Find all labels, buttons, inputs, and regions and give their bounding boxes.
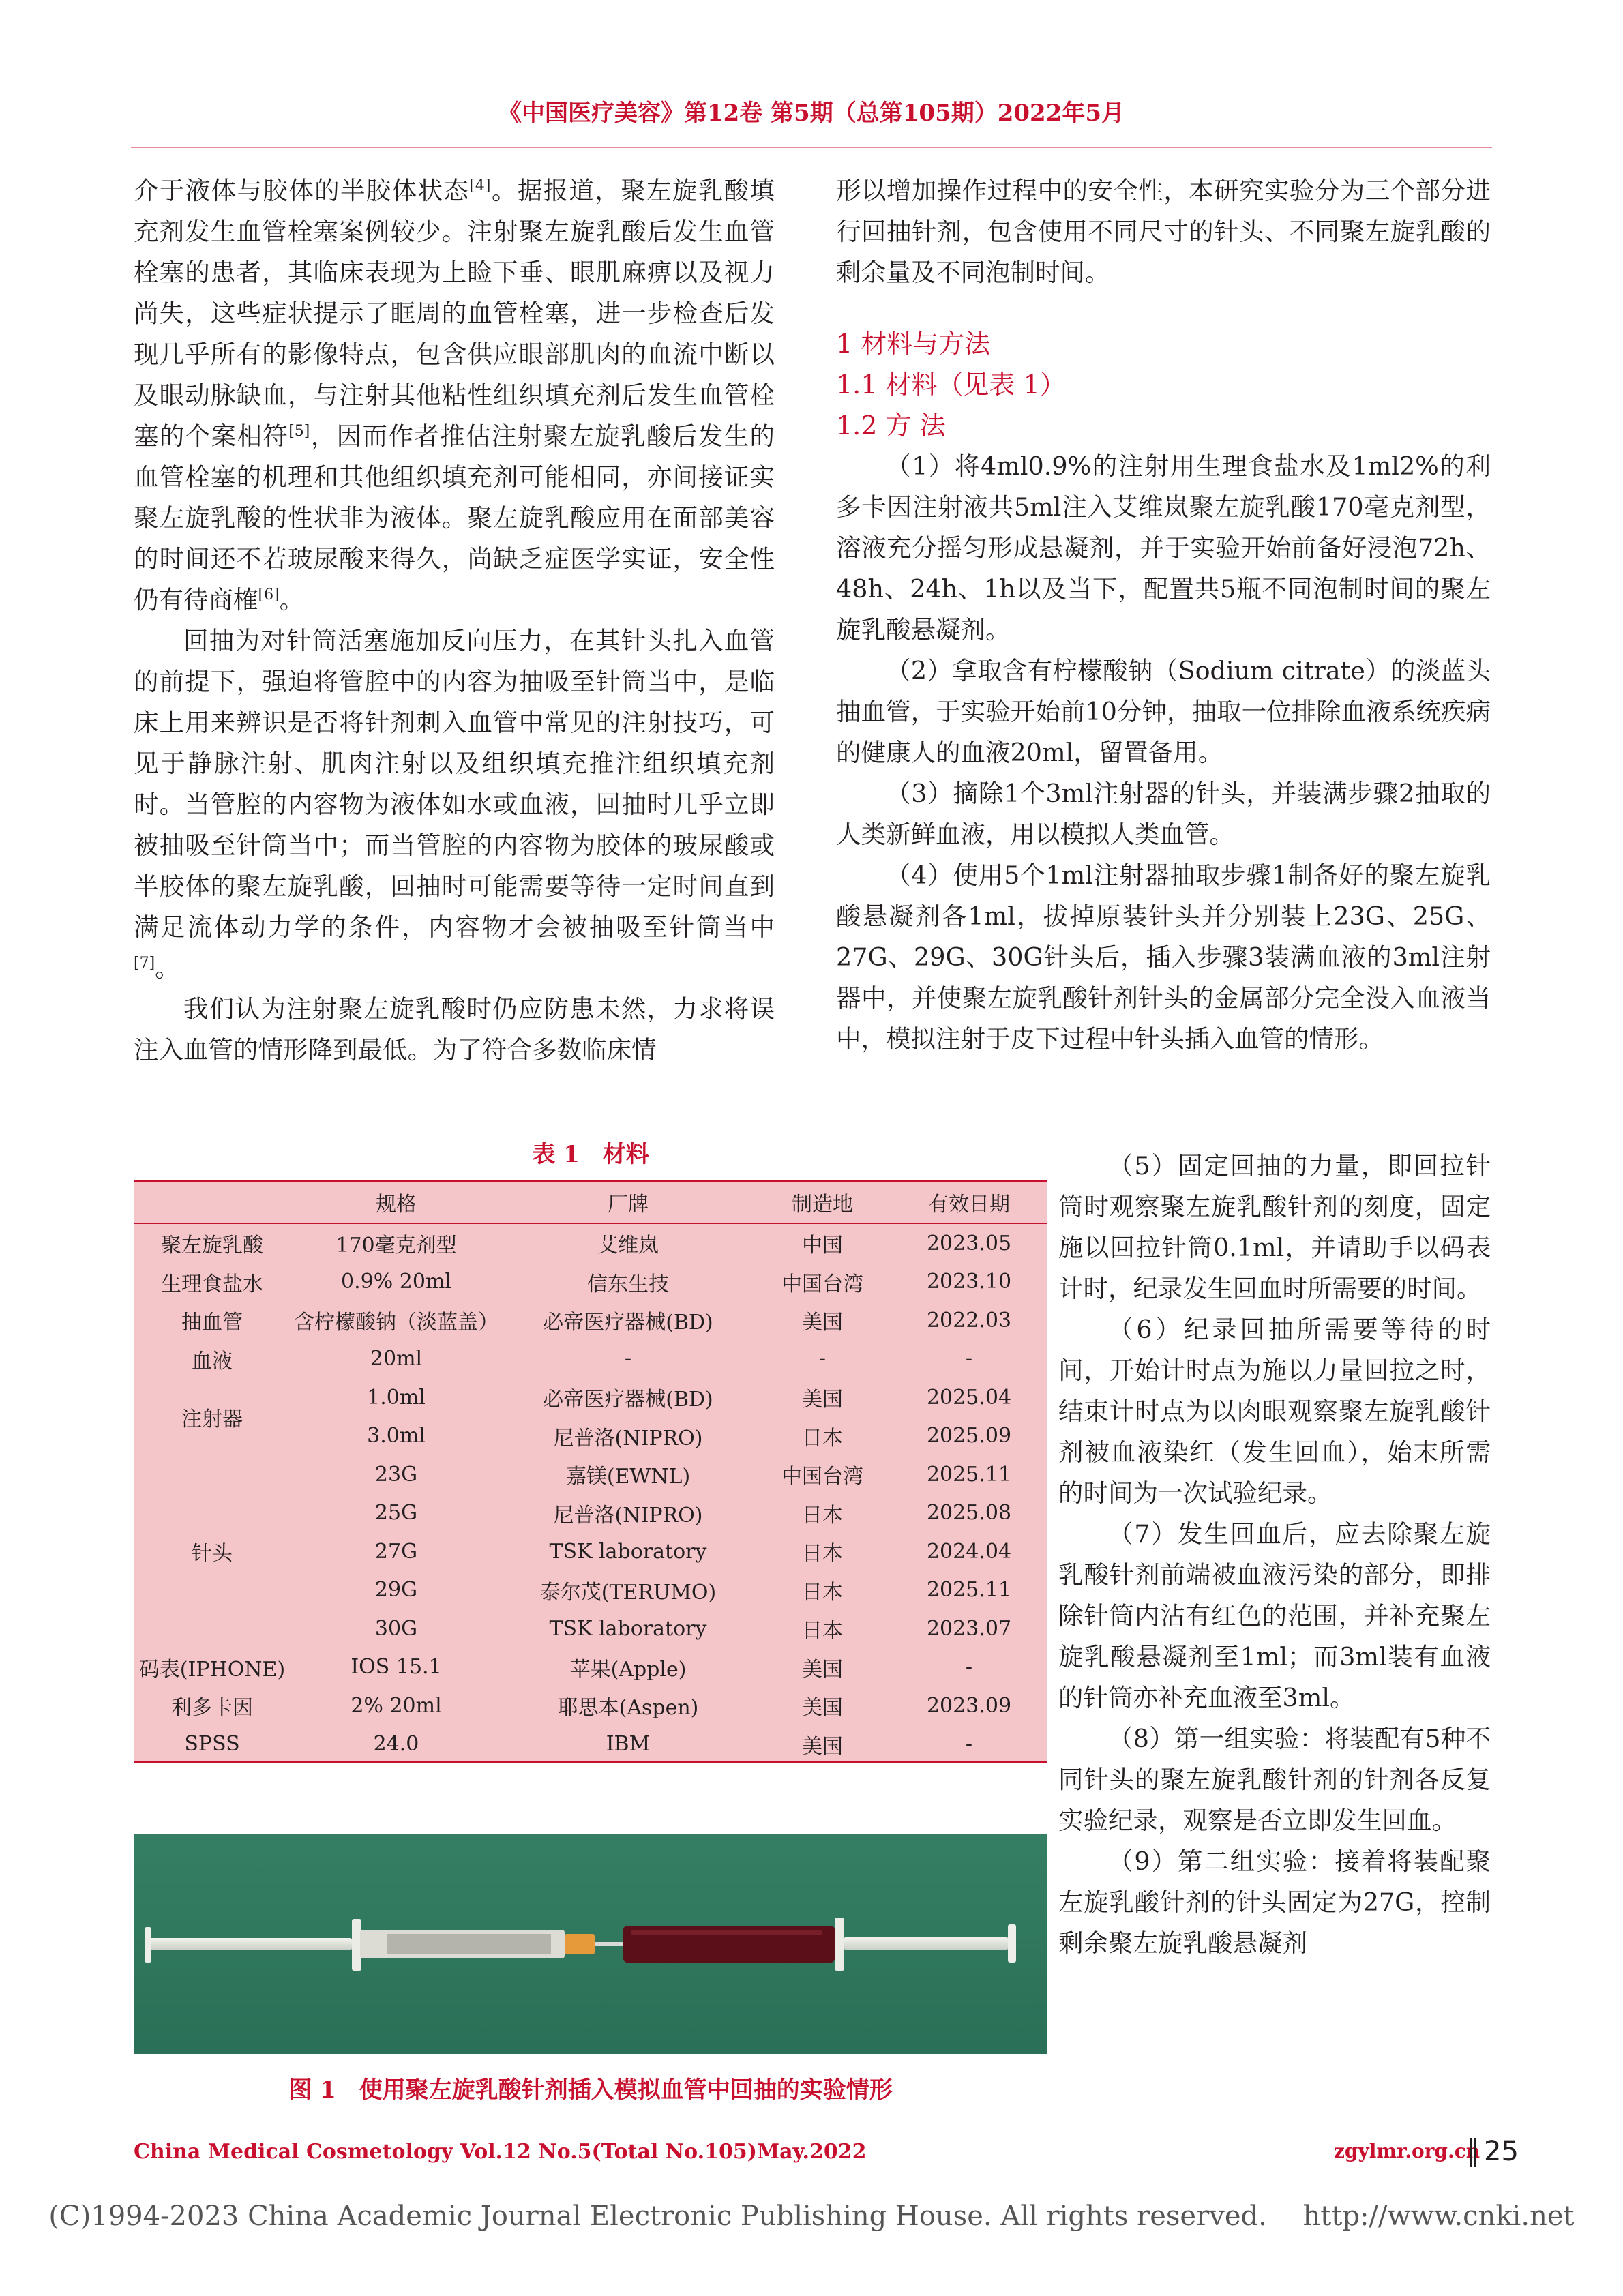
table-cell: 注射器 bbox=[181, 1407, 243, 1431]
table-cell: 23G bbox=[374, 1462, 418, 1487]
table-cell: 2023.07 bbox=[926, 1616, 1012, 1641]
section-gap bbox=[836, 293, 1491, 323]
needle-hub bbox=[565, 1934, 595, 1954]
table-cell: SPSS bbox=[184, 1732, 240, 1757]
table-cell: - bbox=[965, 1655, 973, 1680]
table-cell: TSK laboratory bbox=[549, 1539, 707, 1564]
table-row bbox=[134, 1648, 1047, 1687]
table-row bbox=[134, 1223, 1047, 1263]
table-row bbox=[134, 1686, 1047, 1725]
table-cell: 艾维岚 bbox=[597, 1234, 659, 1258]
table-cell: 2023.05 bbox=[926, 1231, 1012, 1255]
table-cell: 美国 bbox=[802, 1657, 843, 1682]
table-row bbox=[134, 1725, 1047, 1764]
footer-journal: China Medical Cosmetology Vol.12 No.5(Total No.105)May.2022 bbox=[134, 2140, 867, 2164]
table-cell: 2022.03 bbox=[926, 1308, 1012, 1332]
table-cell: 日本 bbox=[802, 1503, 843, 1527]
method-step-9: （9）第二组实验：接着将装配聚左旋乳酸针剂的针头固定为27G，控制剩余聚左旋乳酸悬凝剂 bbox=[1058, 1847, 1491, 1958]
table-cell: 2025.04 bbox=[926, 1385, 1012, 1410]
table-cell: 20ml bbox=[370, 1347, 423, 1371]
suspension-fill bbox=[387, 1934, 551, 1954]
citation-ref: [7] bbox=[134, 954, 155, 972]
blood-highlight bbox=[631, 1930, 822, 1935]
table-row bbox=[134, 1301, 1047, 1340]
table-1-title: 表 1 材料 bbox=[532, 1141, 649, 1168]
table-cell: 日本 bbox=[802, 1619, 843, 1643]
citation-ref: [6] bbox=[258, 586, 280, 603]
copyright-line: (C)1994-2023 China Academic Journal Electronic Publishing House. All rights reserved. http://www.cnki.net bbox=[48, 2201, 1575, 2232]
table-cell: - bbox=[624, 1347, 632, 1371]
table-cell: 2025.11 bbox=[926, 1578, 1012, 1602]
footer-site: zgylmr.org.cn bbox=[1334, 2140, 1480, 2162]
table-cell: 血液 bbox=[192, 1349, 233, 1373]
paragraph-2 bbox=[134, 621, 775, 989]
table-cell: 含柠檬酸钠（淡蓝盖） bbox=[294, 1311, 498, 1335]
citation-ref: [5] bbox=[288, 422, 310, 440]
citation-ref: [4] bbox=[469, 177, 491, 194]
table-header-cell: 制造地 bbox=[754, 1182, 891, 1223]
text-span: ，因而作者推估注射聚左旋乳酸后发生的血管栓塞的机理和其他组织填充剂可能相同，亦间接证实聚左旋乳酸的性状非为液体。聚左旋乳酸应用在面部美容的时间还不若玻尿酸来得久，尚缺乏症医学实证，安全性仍有待商榷 bbox=[134, 421, 775, 614]
table-cell: 2025.09 bbox=[926, 1424, 1012, 1448]
right-plunger-rod bbox=[844, 1937, 1008, 1950]
table-cell: IBM bbox=[606, 1732, 651, 1757]
table-cell: - bbox=[965, 1732, 973, 1757]
table-cell: 美国 bbox=[802, 1696, 843, 1720]
text-span: 。 bbox=[155, 953, 180, 983]
paragraph-1 bbox=[134, 170, 775, 621]
table-cell: 中国台湾 bbox=[781, 1465, 863, 1489]
table-cell: 苹果(Apple) bbox=[569, 1657, 687, 1682]
table-cell: 美国 bbox=[802, 1388, 843, 1412]
right-column-top bbox=[836, 170, 1491, 1060]
table-cell: 24.0 bbox=[373, 1732, 419, 1757]
left-plunger-flange bbox=[145, 1927, 151, 1963]
method-step-7: （7）发生回血后，应去除聚左旋乳酸针剂前端被血液污染的部分，即排除针筒内沾有红色的范围，并补充聚左旋乳酸悬凝剂至1ml；而3ml装有血液的针筒亦补充血液至3ml。 bbox=[1058, 1519, 1491, 1712]
table-cell: 2025.08 bbox=[926, 1501, 1012, 1525]
table-cell: 生理食盐水 bbox=[161, 1272, 263, 1296]
table-cell: 1.0ml bbox=[367, 1385, 426, 1410]
page-number: 25 bbox=[1484, 2136, 1519, 2167]
page-number-divider bbox=[1470, 2138, 1476, 2167]
table-row bbox=[134, 1455, 1047, 1494]
table-cell: 日本 bbox=[802, 1426, 843, 1450]
table-cell: 美国 bbox=[802, 1311, 843, 1335]
table-cell: 耶思本(Aspen) bbox=[557, 1696, 699, 1720]
table-cell: 抽血管 bbox=[181, 1311, 243, 1335]
table-cell: 170毫克剂型 bbox=[336, 1234, 457, 1258]
table-cell: 码表(IPHONE) bbox=[138, 1657, 286, 1682]
table-cell: 2025.11 bbox=[926, 1462, 1012, 1487]
table-cell: 中国 bbox=[802, 1234, 843, 1258]
right-column-narrow bbox=[1058, 1146, 1491, 1964]
method-step-4: （4）使用5个1ml注射器抽取步骤1制备好的聚左旋乳酸悬凝剂各1ml，拔掉原装针头并分别装上23G、25G、27G、29G、30G针头后，插入步骤3装满血液的3ml注射器中，并使聚左旋乳酸针剂针头的金属部分完全没入血液当中，模拟注射于皮下过程中针头插入血管的情形。 bbox=[836, 861, 1491, 1054]
table-cell: 信东生技 bbox=[587, 1272, 669, 1296]
table-cell: 27G bbox=[374, 1539, 418, 1564]
table-cell: IOS 15.1 bbox=[351, 1655, 442, 1680]
table-cell: 2% 20ml bbox=[351, 1693, 442, 1718]
table-row bbox=[134, 1263, 1047, 1302]
table-cell: 日本 bbox=[802, 1580, 843, 1605]
paragraph-3: 我们认为注射聚左旋乳酸时仍应防患未然，力求将误注入血管的情形降到最低。为了符合多数临床情 bbox=[134, 994, 775, 1064]
figure-1-caption: 图 1 使用聚左旋乳酸针剂插入模拟血管中回抽的实验情形 bbox=[288, 2076, 893, 2104]
method-step-3: （3）摘除1个3ml注射器的针头，并装满步骤2抽取的人类新鲜血液，用以模拟人类血管。 bbox=[836, 779, 1491, 849]
left-column bbox=[134, 170, 775, 1071]
method-step-8: （8）第一组实验：将装配有5种不同针头的聚左旋乳酸针剂的针剂各反复实验纪录，观察是否立即发生回血。 bbox=[1058, 1724, 1491, 1835]
table-cell: 日本 bbox=[802, 1542, 843, 1566]
table-cell: 利多卡因 bbox=[171, 1696, 253, 1720]
table-row bbox=[134, 1340, 1047, 1379]
table-header-cell: 有效日期 bbox=[891, 1182, 1047, 1223]
figure-1-photo bbox=[134, 1834, 1047, 2054]
method-step-2: （2）拿取含有柠檬酸钠（Sodium citrate）的淡蓝头抽血管，于实验开始前10分钟，抽取一位排除血液系统疾病的健康人的血液20ml，留置备用。 bbox=[836, 656, 1491, 767]
table-cell: 3.0ml bbox=[367, 1424, 426, 1448]
running-header: 《中国医疗美容》第12卷 第5期（总第105期）2022年5月 bbox=[498, 100, 1125, 127]
table-cell: 2024.04 bbox=[926, 1539, 1012, 1564]
table-cell: 29G bbox=[374, 1578, 418, 1602]
text-span: 介于液体与胶体的半胶体状态 bbox=[134, 176, 470, 205]
text-span: 。 bbox=[279, 585, 305, 614]
table-cell: - bbox=[818, 1347, 827, 1371]
table-row bbox=[134, 1378, 1047, 1417]
section-heading-1-2: 1.2 方 法 bbox=[836, 411, 946, 441]
table-cell: 美国 bbox=[802, 1734, 843, 1759]
table-cell: 25G bbox=[374, 1501, 418, 1525]
table-header-row bbox=[134, 1182, 1047, 1223]
right-barrel-flange bbox=[835, 1918, 844, 1971]
table-cell: 尼普洛(NIPRO) bbox=[553, 1503, 703, 1527]
table-cell: 30G bbox=[374, 1616, 418, 1641]
table-cell: 中国台湾 bbox=[781, 1272, 863, 1296]
method-step-1: （1）将4ml0.9%的注射用生理食盐水及1ml2%的利多卡因注射液共5ml注入艾维岚聚左旋乳酸170毫克剂型，溶液充分摇匀形成悬凝剂，并于实验开始前备好浸泡72h、48h、24h、1h以及当下，配置共5瓶不同泡制时间的聚左旋乳酸悬凝剂。 bbox=[836, 451, 1491, 644]
text-span: 。据报道，聚左旋乳酸填充剂发生血管栓塞案例较少。注射聚左旋乳酸后发生血管栓塞的患者，其临床表现为上睑下垂、眼肌麻痹以及视力尚失，这些症状提示了眶周的血管栓塞，进一步检查后发现几乎所有的影像特点，包含供应眼部肌肉的血流中断以及眼动脉缺血，与注射其他粘性组织填充剂后发生血管栓塞的个案相符 bbox=[134, 176, 775, 451]
table-header-cell: 规格 bbox=[291, 1182, 502, 1223]
table-cell: 0.9% 20ml bbox=[341, 1270, 451, 1294]
table-cell: TSK laboratory bbox=[549, 1616, 707, 1641]
table-cell: 必帝医疗器械(BD) bbox=[543, 1311, 713, 1335]
paragraph-continued: 形以增加操作过程中的安全性，本研究实验分为三个部分进行回抽针剂，包含使用不同尺寸的针头、不同聚左旋乳酸的剩余量及不同泡制时间。 bbox=[836, 176, 1491, 287]
table-cell: 尼普洛(NIPRO) bbox=[553, 1426, 703, 1450]
table-cell: 针头 bbox=[192, 1542, 233, 1566]
table-cell: 必帝医疗器械(BD) bbox=[543, 1388, 713, 1412]
left-barrel-flange bbox=[352, 1919, 361, 1971]
syringe-illustration bbox=[134, 1834, 1047, 2054]
table-cell: 2023.10 bbox=[926, 1270, 1012, 1294]
table-header-cell: 厂牌 bbox=[502, 1182, 754, 1223]
section-heading-1-1: 1.1 材料（见表 1） bbox=[836, 370, 1066, 400]
method-step-5: （5）固定回抽的力量，即回拉针筒时观察聚左旋乳酸针剂的刻度，固定施以回拉针筒0.1ml，并请助手以码表计时，纪录发生回血时所需要的时间。 bbox=[1058, 1151, 1491, 1303]
table-cell: 聚左旋乳酸 bbox=[161, 1234, 263, 1258]
table-cell: - bbox=[965, 1347, 973, 1371]
left-plunger-rod bbox=[147, 1938, 352, 1950]
materials-table bbox=[134, 1180, 1047, 1763]
table-cell: 嘉镁(EWNL) bbox=[565, 1465, 691, 1489]
table-header-cell bbox=[134, 1182, 291, 1223]
header-rule bbox=[131, 147, 1492, 148]
section-heading-1: 1 材料与方法 bbox=[836, 329, 991, 359]
table-cell: 2023.09 bbox=[926, 1693, 1012, 1718]
text-span: 回抽为对针筒活塞施加反向压力，在其针头扎入血管的前提下，强迫将管腔中的内容为抽吸至针筒当中，是临床上用来辨识是否将针剂刺入血管中常见的注射技巧，可见于静脉注射、肌肉注射以及组织填充推注组织填充剂时。当管腔的内容物为液体如水或血液，回抽时几乎立即被抽吸至针筒当中；而当管腔的内容物为胶体的玻尿酸或半胶体的聚左旋乳酸，回抽时可能需要等待一定时间直到满足流体动力学的条件，内容物才会被抽吸至针筒当中 bbox=[134, 626, 775, 942]
method-step-6: （6）纪录回抽所需要等待的时间，开始计时点为施以力量回拉之时，结束计时点为以肉眼观察聚左旋乳酸针剂被血液染红（发生回血），始末所需的时间为一次试验纪录。 bbox=[1058, 1315, 1491, 1508]
right-plunger-flange bbox=[1008, 1924, 1016, 1963]
table-cell: 泰尔茂(TERUMO) bbox=[539, 1580, 717, 1605]
